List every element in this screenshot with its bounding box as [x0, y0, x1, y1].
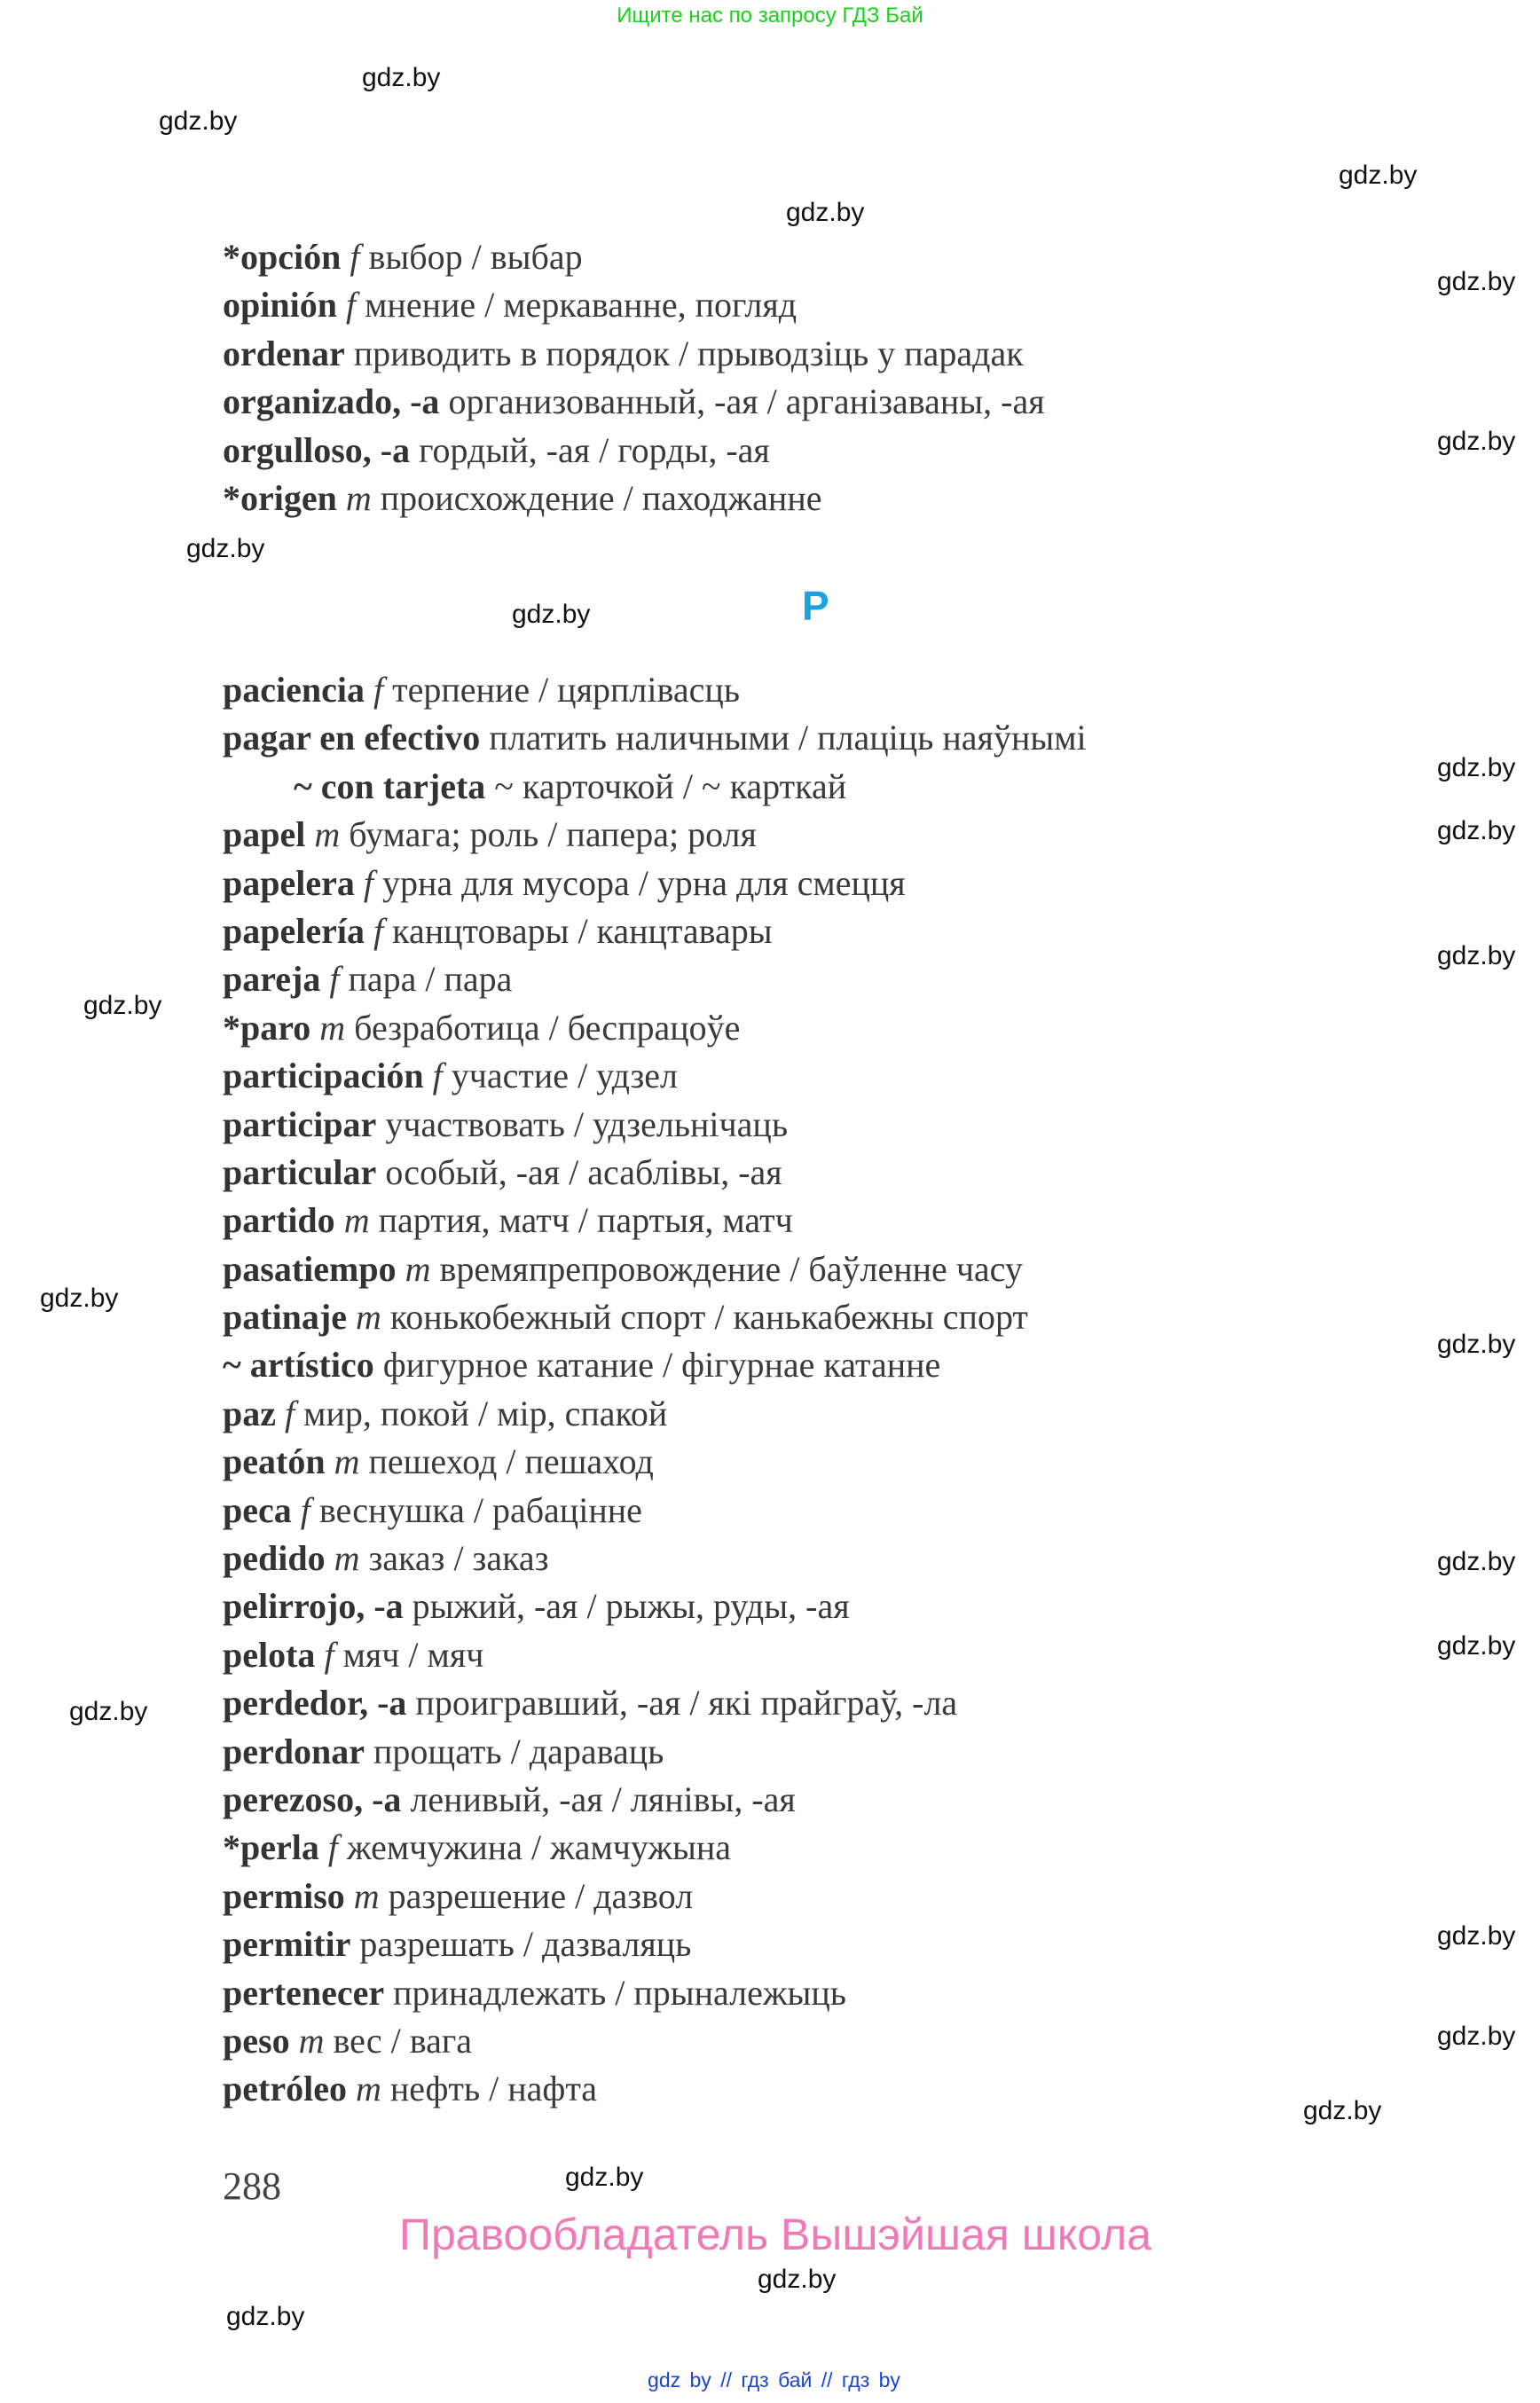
watermark: gdz.by: [1437, 1547, 1516, 1576]
headword: permiso: [223, 1875, 345, 1916]
headword: particular: [223, 1151, 377, 1192]
watermark: gdz.by: [1437, 941, 1516, 970]
gender-marker: f: [324, 1634, 334, 1675]
dictionary-entry: [223, 1776, 1087, 1824]
translation: вес / вага: [333, 2020, 473, 2061]
translation: разрешать / дазваляць: [359, 1924, 692, 1965]
headword: petróleo: [223, 2069, 347, 2109]
dictionary-entry: [223, 1824, 1087, 1872]
gender-marker: m: [298, 2020, 325, 2061]
headword: participar: [223, 1103, 377, 1144]
watermark: gdz.by: [362, 63, 441, 92]
dictionary-entry: [223, 1341, 1087, 1389]
entries-p: [223, 666, 1087, 2114]
translation: веснушка / рабацінне: [318, 1489, 642, 1530]
watermark: gdz.by: [565, 2163, 644, 2192]
watermark: gdz.by: [186, 534, 265, 563]
translation: участие / удзел: [451, 1056, 679, 1096]
gender-marker: f: [373, 910, 384, 951]
translation: мнение / меркаванне, погляд: [365, 285, 798, 326]
dictionary-entry: [223, 1052, 1087, 1100]
dictionary-entry: [223, 1679, 1087, 1727]
headword: perdedor, -a: [223, 1683, 407, 1724]
translation: проигравший, -ая / які прайграў, -ла: [415, 1683, 958, 1724]
gender-marker: m: [355, 2069, 381, 2109]
watermark: gdz.by: [69, 1697, 148, 1726]
gender-marker: m: [314, 814, 341, 855]
translation: фигурное катание / фігурнае катанне: [382, 1345, 941, 1386]
headword: paciencia: [223, 670, 365, 710]
headword: pagar en efectivo: [223, 718, 481, 758]
translation: гордый, -ая / горды, -ая: [419, 429, 770, 470]
translation: партия, матч / партыя, матч: [378, 1200, 793, 1241]
gender-marker: f: [373, 670, 384, 710]
dictionary-entry: [223, 1004, 1087, 1052]
watermark: gdz.by: [1303, 2096, 1382, 2125]
headword: paz: [223, 1393, 276, 1433]
gender-marker: m: [345, 477, 372, 518]
dictionary-entry: [223, 2065, 1087, 2113]
dictionary-entry: [223, 1197, 1087, 1245]
headword: pedido: [223, 1538, 326, 1579]
translation: участвовать / удзельнічаць: [385, 1103, 789, 1144]
dictionary-entry: [223, 714, 1087, 762]
headword: opinión: [223, 285, 337, 326]
headword: *opción: [223, 237, 342, 277]
gender-marker: f: [363, 862, 373, 903]
gender-marker: f: [285, 1393, 295, 1433]
watermark: gdz.by: [786, 198, 865, 227]
copyright: Правообладатель Вышэйшая школа: [399, 2210, 1151, 2259]
headword: papel: [223, 814, 306, 855]
translation: безработица / беспрацоўе: [354, 1007, 741, 1048]
dictionary-entry: [223, 378, 1045, 426]
translation: заказ / заказ: [368, 1538, 549, 1579]
gender-marker: f: [327, 1827, 338, 1868]
headword: peca: [223, 1489, 292, 1530]
dictionary-entry: [223, 1293, 1087, 1341]
dictionary-entry: [223, 666, 1087, 714]
translation: жемчужина / жамчужына: [347, 1827, 732, 1868]
dictionary-entry: [223, 811, 1087, 859]
watermark: gdz.by: [83, 991, 162, 1020]
headword: *perla: [223, 1827, 319, 1868]
headword: pertenecer: [223, 1972, 385, 2013]
entries-o: [223, 233, 1045, 522]
translation: пешеход / пешаход: [368, 1441, 654, 1482]
headword: partido: [223, 1200, 335, 1241]
watermark: gdz.by: [1437, 427, 1516, 456]
dictionary-entry: [223, 427, 1045, 475]
watermark: gdz.by: [1437, 1921, 1516, 1951]
gender-marker: m: [353, 1875, 380, 1916]
dictionary-entry: [223, 1390, 1087, 1438]
gender-marker: m: [334, 1538, 360, 1579]
dictionary-entry: [223, 763, 1087, 811]
watermark: gdz.by: [159, 106, 238, 136]
section-letter: P: [802, 583, 829, 629]
headword: *origen: [223, 477, 337, 518]
translation: разрешение / дазвол: [388, 1875, 694, 1916]
headword: perezoso, -a: [223, 1779, 402, 1819]
dictionary-entry: [223, 475, 1045, 522]
translation: выбор / выбар: [368, 237, 583, 277]
headword: papelera: [223, 862, 355, 903]
headword: pareja: [223, 959, 321, 1000]
translation: особый, -ая / асаблівы, -ая: [385, 1151, 782, 1192]
gender-marker: f: [300, 1489, 310, 1530]
dictionary-entry: [223, 1535, 1087, 1582]
watermark: gdz.by: [226, 2302, 305, 2331]
translation: терпение / цярплівасць: [392, 670, 740, 710]
dictionary-entry: [223, 1487, 1087, 1535]
translation: мир, покой / мір, спакой: [303, 1393, 668, 1433]
dictionary-entry: [223, 1873, 1087, 1920]
gender-marker: f: [329, 959, 340, 1000]
headword: pelota: [223, 1634, 316, 1675]
watermark: gdz.by: [512, 600, 591, 629]
footer-links[interactable]: gdz by // гдз бай // гдз by: [648, 2368, 900, 2391]
headword: perdonar: [223, 1731, 365, 1771]
gender-marker: m: [319, 1007, 346, 1048]
dictionary-entry: [223, 860, 1087, 907]
headword: pelirrojo, -a: [223, 1586, 404, 1627]
dictionary-entry: [223, 1438, 1087, 1486]
translation: приводить в порядок / прыводзіць у парадак: [353, 333, 1024, 373]
watermark: gdz.by: [40, 1284, 119, 1313]
gender-marker: f: [432, 1056, 443, 1096]
dictionary-entry: [223, 2017, 1087, 2065]
dictionary-entry: [223, 233, 1045, 281]
translation: ленивый, -ая / лянівы, -ая: [410, 1779, 796, 1819]
translation: организованный, -ая / арганізаваны, -ая: [448, 381, 1045, 422]
translation: времяпрепровождение / баўленне часу: [439, 1248, 1023, 1289]
headword: ~ con tarjeta: [294, 766, 486, 806]
gender-marker: m: [356, 1297, 381, 1338]
watermark: gdz.by: [1437, 267, 1516, 296]
translation: платить наличными / плаціць наяўнымі: [489, 718, 1087, 758]
translation: принадлежать / прыналежыць: [393, 1972, 846, 2013]
translation: происхождение / паходжанне: [380, 477, 822, 518]
headword: orgulloso, -a: [223, 429, 411, 470]
headword: ordenar: [223, 333, 345, 373]
headword: peso: [223, 2020, 290, 2061]
headword: ~ artístico: [223, 1345, 374, 1386]
dictionary-entry: [223, 1969, 1087, 2017]
headword: peatón: [223, 1441, 326, 1482]
dictionary-entry: [223, 281, 1045, 329]
gender-marker: f: [350, 237, 360, 277]
headword: *paro: [223, 1007, 311, 1048]
dictionary-entry: [223, 1245, 1087, 1293]
headword: organizado, -a: [223, 381, 440, 422]
dictionary-entry: [223, 330, 1045, 378]
headword: participación: [223, 1056, 424, 1096]
translation: нефть / нафта: [389, 2069, 598, 2109]
dictionary-entry: [223, 1582, 1087, 1630]
top-banner: Ищите нас по запросу ГДЗ Бай: [617, 4, 923, 27]
headword: patinaje: [223, 1297, 347, 1338]
translation: урна для мусора / урна для смецця: [382, 862, 906, 903]
translation: рыжий, -ая / рыжы, руды, -ая: [412, 1586, 850, 1627]
watermark: gdz.by: [1437, 2022, 1516, 2051]
watermark: gdz.by: [758, 2265, 837, 2294]
headword: pasatiempo: [223, 1248, 397, 1289]
translation: канцтовары / канцтавары: [392, 910, 773, 951]
translation: ~ карточкой / ~ карткай: [494, 766, 847, 806]
dictionary-entry: [223, 1631, 1087, 1679]
translation: мяч / мяч: [342, 1634, 484, 1675]
watermark: gdz.by: [1437, 816, 1516, 845]
watermark: gdz.by: [1437, 753, 1516, 782]
page-number: 288: [223, 2164, 281, 2208]
dictionary-entry: [223, 1149, 1087, 1197]
headword: papelería: [223, 910, 365, 951]
translation: бумага; роль / папера; роля: [349, 814, 757, 855]
dictionary-entry: [223, 907, 1087, 955]
gender-marker: m: [405, 1248, 431, 1289]
gender-marker: f: [345, 285, 357, 326]
dictionary-entry: [223, 1728, 1087, 1776]
dictionary-entry: [223, 1920, 1087, 1968]
gender-marker: m: [343, 1200, 370, 1241]
watermark: gdz.by: [1437, 1330, 1516, 1359]
watermark: gdz.by: [1339, 161, 1418, 190]
gender-marker: m: [334, 1441, 360, 1482]
translation: конькобежный спорт / канькабежны спорт: [389, 1297, 1028, 1338]
dictionary-entry: [223, 955, 1087, 1003]
dictionary-entry: [223, 1101, 1087, 1149]
headword: permitir: [223, 1924, 351, 1965]
translation: прощать / дараваць: [373, 1731, 664, 1771]
translation: пара / пара: [348, 959, 513, 1000]
watermark: gdz.by: [1437, 1631, 1516, 1661]
